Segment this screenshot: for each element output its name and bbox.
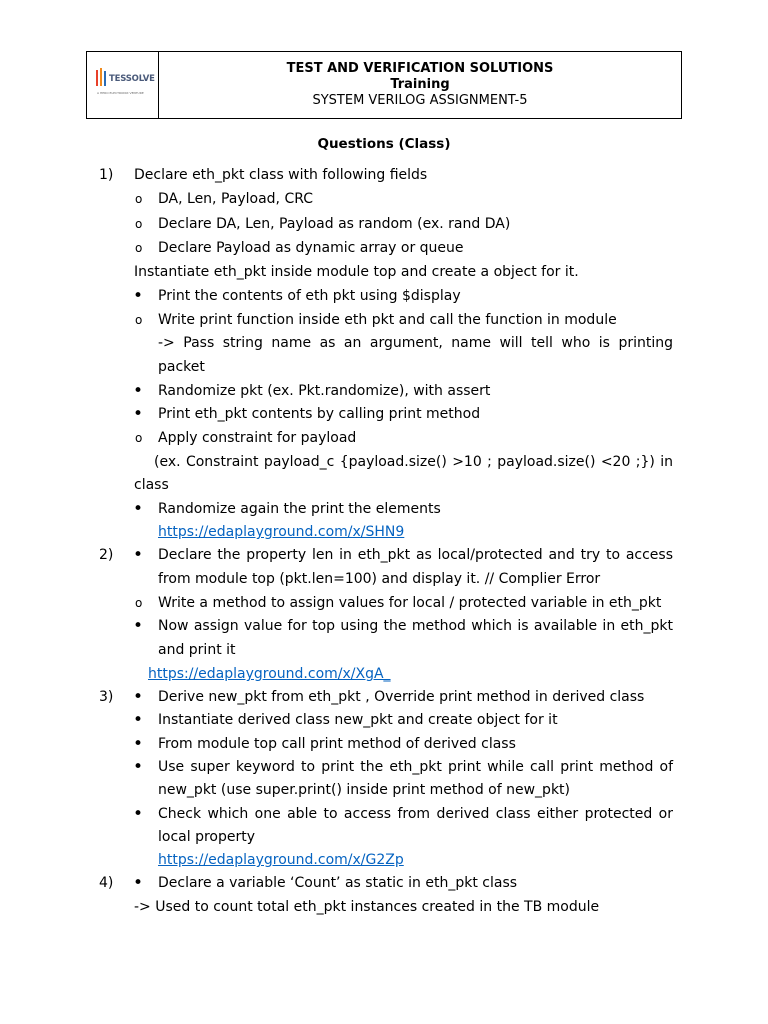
list-item-continuation: new_pkt (use super.print() inside print method of new_pkt) (158, 782, 571, 798)
list-item: Declare DA, Len, Payload as random (ex. rand DA) (158, 216, 511, 232)
training-title: Training (390, 77, 450, 92)
circle-bullet: o (135, 596, 143, 610)
bullet: • (133, 404, 144, 424)
list-item: Now assign value for top using the method which is available in eth_pkt (158, 618, 673, 634)
document-header (86, 51, 682, 119)
bullet: • (133, 499, 144, 519)
bullet: • (133, 286, 144, 306)
list-item: Randomize again the print the elements (158, 501, 441, 517)
bullet: • (133, 873, 144, 893)
list-item: Instantiate derived class new_pkt and create object for it (158, 712, 558, 728)
list-item: Write a method to assign values for local / protected variable in eth_pkt (158, 595, 662, 611)
bullet: • (133, 616, 144, 636)
company-title: TEST AND VERIFICATION SOLUTIONS (286, 61, 554, 76)
list-item-continuation: -> Pass string name as an argument, name will tell who is printing (158, 335, 673, 351)
logo-mark-icon (95, 68, 109, 88)
edaplayground-link[interactable]: https://edaplayground.com/x/G2Zp (158, 852, 404, 868)
page-title: Questions (Class) (317, 136, 451, 152)
list-item-continuation: local property (158, 829, 256, 845)
circle-bullet: o (135, 192, 143, 206)
bullet: • (133, 687, 144, 707)
list-item: DA, Len, Payload, CRC (158, 191, 314, 207)
edaplayground-link[interactable]: https://edaplayground.com/x/XgA_ (148, 666, 391, 682)
circle-bullet: o (135, 217, 143, 231)
list-item-continuation: from module top (pkt.len=100) and display it. // Complier Error (158, 571, 601, 587)
circle-bullet: o (135, 241, 143, 255)
list-item-continuation: packet (158, 359, 205, 375)
list-item: Use super keyword to print the eth_pkt print while call print method of (158, 759, 673, 775)
question-number: 3) (99, 689, 114, 705)
logo-text: TESSOLVE (109, 74, 155, 84)
bullet: • (133, 757, 144, 777)
list-item: Declare the property len in eth_pkt as local/protected and try to access (158, 547, 673, 563)
list-item: Check which one able to access from derived class either protected or (158, 806, 673, 822)
bullet: • (133, 545, 144, 565)
note-text: -> Used to count total eth_pkt instances created in the TB module (134, 899, 600, 915)
bullet: • (133, 804, 144, 824)
list-item: Declare Payload as dynamic array or queue (158, 240, 464, 256)
list-item: Declare a variable ‘Count’ as static in eth_pkt class (158, 875, 518, 891)
paragraph: Instantiate eth_pkt inside module top and create a object for it. (134, 264, 579, 280)
list-item-continuation: and print it (158, 642, 236, 658)
list-item: Write print function inside eth pkt and call the function in module (158, 312, 617, 328)
list-item: Print eth_pkt contents by calling print method (158, 406, 481, 422)
list-item: From module top call print method of derived class (158, 736, 516, 752)
bullet: • (133, 710, 144, 730)
circle-bullet: o (135, 313, 143, 327)
question-number: 1) (99, 167, 114, 183)
bullet: • (133, 381, 144, 401)
circle-bullet: o (135, 431, 143, 445)
edaplayground-link[interactable]: https://edaplayground.com/x/SHN9 (158, 524, 405, 540)
tessolve-logo (95, 68, 155, 98)
list-item: Apply constraint for payload (158, 430, 357, 446)
list-item: Derive new_pkt from eth_pkt , Override print method in derived class (158, 689, 645, 705)
header-title-cell (159, 52, 681, 118)
list-item: Print the contents of eth pkt using $display (158, 288, 461, 304)
bullet: • (133, 734, 144, 754)
question-number: 2) (99, 547, 114, 563)
question-number: 4) (99, 875, 114, 891)
assignment-title: SYSTEM VERILOG ASSIGNMENT-5 (312, 93, 528, 108)
list-item: Randomize pkt (ex. Pkt.randomize), with assert (158, 383, 491, 399)
logo-tagline: A HERO ELECTRONIX VENTURE (97, 91, 144, 95)
example-text: class (134, 477, 169, 493)
example-text: (ex. Constraint payload_c {payload.size() >10 ; payload.size() <20 ;}) in (154, 454, 673, 470)
question-text: Declare eth_pkt class with following fields (134, 167, 428, 183)
logo-cell (87, 52, 159, 118)
